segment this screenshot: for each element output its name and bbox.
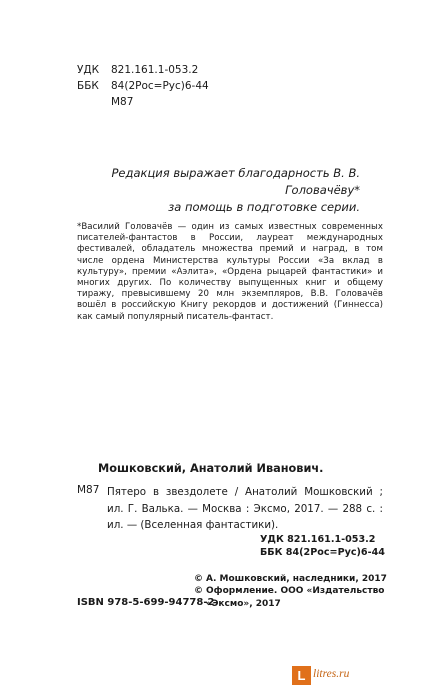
biblio-line-3: ил. — (Вселенная фантастики). (107, 519, 279, 531)
copyright-block (194, 573, 404, 610)
author-heading: Мошковский, Анатолий Иванович. (98, 462, 324, 475)
bbk-bottom: ББК 84(2Рос=Рус)6-44 (260, 547, 385, 558)
biblio-line-2: ил. Г. Валька. — Москва : Эксмо, 2017. — 288 с. : (107, 502, 383, 515)
bbk-value: 84(2Рос=Рус)6-44 (111, 80, 209, 92)
copyright-line-3: «Эксмо», 2017 (206, 598, 281, 609)
litres-logo-icon[interactable]: L (292, 666, 311, 685)
udk-bottom: УДК 821.161.1-053.2 (260, 534, 376, 545)
isbn: ISBN 978-5-699-94778-2 (77, 597, 215, 608)
bbk-row (77, 78, 209, 94)
copyright-line-2: © Оформление. ООО «Издательство (194, 586, 385, 597)
author-mark-top: М87 (111, 96, 134, 108)
copyright-symbol: © (194, 586, 203, 597)
classification-top (77, 62, 209, 110)
udk-value: 821.161.1-053.2 (111, 64, 199, 76)
author-mark-row (77, 94, 209, 110)
acknowledgement-line-2: за помощь в подготовке серии. (168, 200, 360, 214)
classification-bottom (260, 533, 385, 559)
acknowledgement (50, 165, 360, 216)
acknowledgement-line-1: Редакция выражает благодарность В. В. Головачёву* (111, 166, 360, 197)
author-mark-bottom: М87 (77, 484, 100, 496)
copyright-line-1: © А. Мошковский, наследники, 2017 (194, 574, 387, 584)
footnote (77, 222, 383, 323)
footnote-text: *Василий Головачёв — один из самых известных современных писателей-фантастов в России, лауреат международных фестивалей, обладатель множества премий и наград, в том числе ордена Министерства культуры России «За вклад в культуру», премии «Аэлита», «Ордена рыцарей фантастики» и многих других. По количеству выпущенных книг и общему тиражу, превысившему 20 млн экземпляров, В.В. Головачёв вошёл в российскую Книгу рекордов и достижений (Гиннесса) как самый популярный писатель-фантаст. (77, 222, 383, 322)
udk-label: УДК (77, 64, 100, 76)
litres-logo-text[interactable]: litres.ru (313, 668, 350, 680)
udk-row (77, 62, 209, 78)
biblio-line-1: Пятеро в звездолете / Анатолий Мошковский ; (107, 486, 383, 498)
bbk-label: ББК (77, 80, 99, 92)
copyright-symbol: © (194, 574, 203, 584)
bibliographic-record (107, 484, 383, 534)
